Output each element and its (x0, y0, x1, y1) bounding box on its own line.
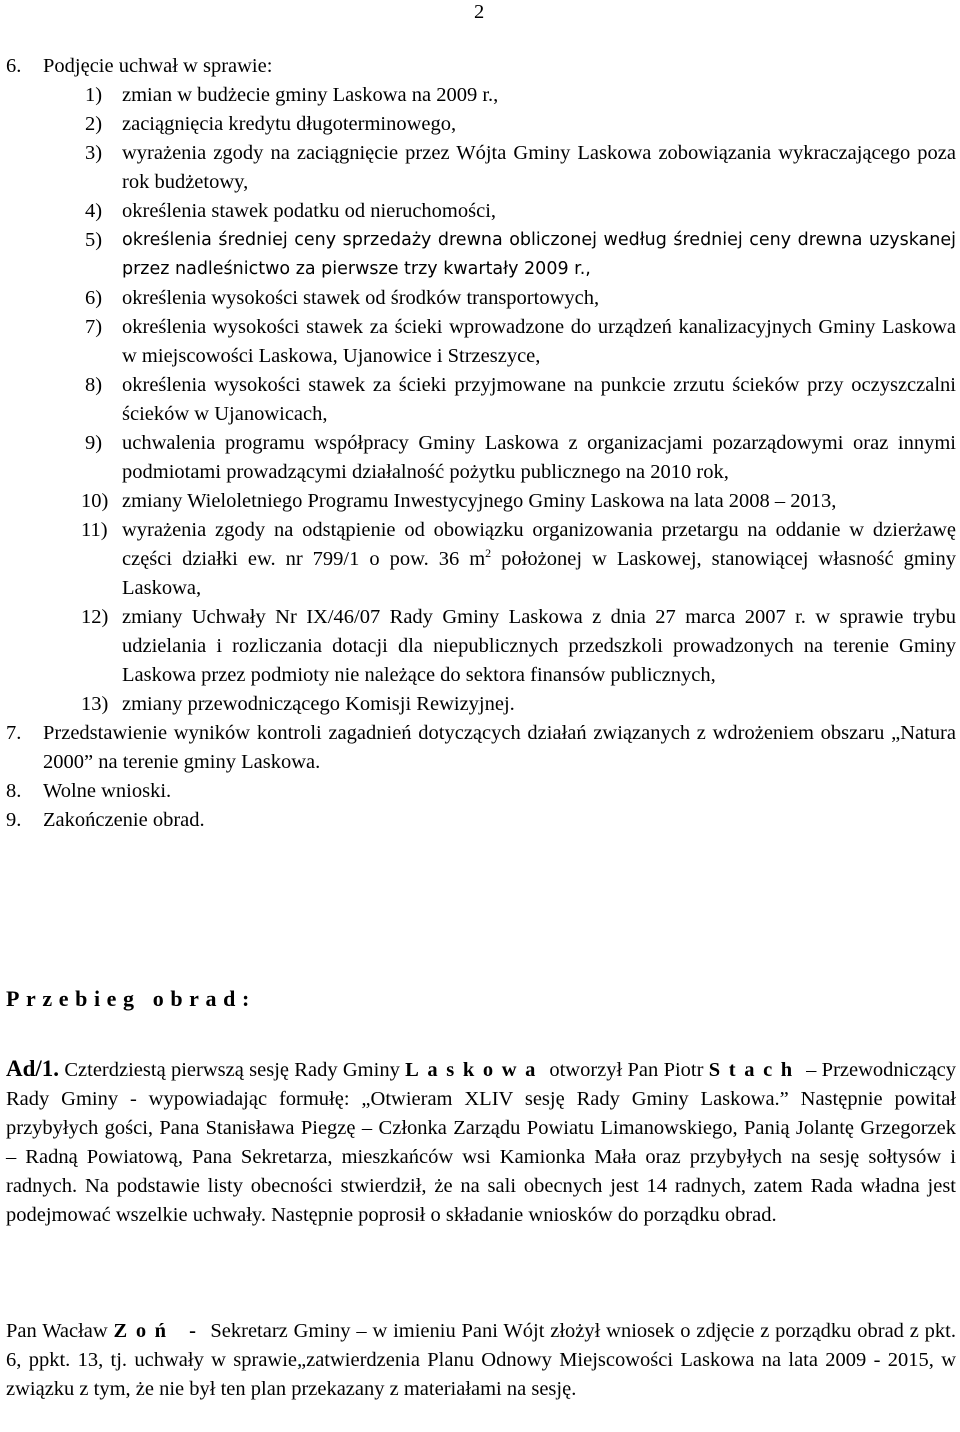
subitem-13 (81, 690, 956, 719)
section-heading: Przebieg obrad: (6, 986, 256, 1011)
subitem-text: zmiany Wieloletniego Programu Inwestycyjnego Gminy Laskowa na lata 2008 – 2013, (122, 490, 837, 512)
subitem-number: 4) (85, 200, 103, 222)
item-text: Podjęcie uchwał w sprawie: (43, 55, 273, 77)
item-number: 9. (6, 809, 22, 831)
subitem-text-a: wyrażenia zgody na odstąpienie od obowiązku organizowania przetargu na oddanie w dzierżawę części działki ew. nr 799/1 o pow. 36 m (122, 519, 956, 570)
subitem-6 (87, 284, 956, 313)
ad1-label: Ad/1. (6, 1056, 60, 1081)
subitem-8 (87, 371, 956, 429)
ad1-paragraph (6, 1054, 956, 1230)
subitem-text (122, 516, 956, 603)
subitem-number: 2) (85, 113, 103, 135)
subitem-text: określenia wysokości stawek od środków transportowych, (122, 287, 600, 309)
subitem-text: określenia stawek podatku od nieruchomości, (122, 200, 497, 222)
subitem-number: 12) (81, 606, 109, 628)
agenda-item-9 (6, 806, 956, 835)
page-number: 2 (474, 1, 485, 23)
subitem-7 (87, 313, 956, 371)
subitem-11 (81, 516, 956, 603)
item-text: Przedstawienie wyników kontroli zagadnień dotyczących działań związanych z wdrożeniem obszaru „Natura 2000” na terenie gminy Laskowa. (43, 722, 956, 773)
subitem-text: zaciągnięcia kredytu długoterminowego, (122, 113, 457, 135)
subitem-10 (81, 487, 956, 516)
ad1-text-2: otworzył Pan Piotr (544, 1059, 709, 1081)
item-text: Zakończenie obrad. (43, 809, 205, 831)
subitem-text-b: położonej w Laskowej, stanowiącej własność gminy Laskowa, (122, 548, 956, 599)
subitem-number: 5) (85, 229, 103, 251)
wniosek-paragraph (6, 1317, 956, 1404)
agenda-list (6, 52, 956, 835)
subitem-number: 10) (81, 490, 109, 512)
para2-name-zon: Zoń - (113, 1320, 205, 1342)
para2-text-1: Pan Wacław (6, 1320, 114, 1342)
ad1-text-1: Czterdziestą pierwszą sesję Rady Gminy (59, 1059, 406, 1081)
subitem-text: wyrażenia zgody na zaciągnięcie przez Wójta Gminy Laskowa zobowiązania wykraczającego poza rok budżetowy, (122, 142, 956, 193)
subitem-text: określenia wysokości stawek za ścieki przyjmowane na punkcie zrzutu ścieków przy oczyszczalni ścieków w Ujanowicach, (122, 374, 956, 425)
subitem-text: określenia wysokości stawek za ścieki wprowadzone do urządzeń kanalizacyjnych Gminy Laskowa w miejscowości Laskowa, Ujanowice i Strzeszyce, (122, 316, 956, 367)
subitem-9 (87, 429, 956, 487)
subitem-1 (87, 81, 956, 110)
subitem-3 (87, 139, 956, 197)
agenda-item-6 (6, 52, 956, 81)
agenda-item-7 (6, 719, 956, 777)
subitem-5 (87, 226, 956, 284)
subitem-number: 1) (85, 84, 103, 106)
subitem-4 (87, 197, 956, 226)
item-number: 8. (6, 780, 22, 802)
subitem-text: zmiany Uchwały Nr IX/46/07 Rady Gminy Laskowa z dnia 27 marca 2007 r. w sprawie trybu udzielania i rozliczania dotacji dla niepublicznych przedszkoli prowadzonych na terenie Gminy Laskowa przez podmioty nie należące do sektora finansów publicznych, (122, 606, 956, 686)
subitem-12 (81, 603, 956, 690)
subitem-number: 8) (85, 374, 103, 396)
ad1-name-stach: Stach (708, 1059, 801, 1081)
subitem-text: zmian w budżecie gminy Laskowa na 2009 r., (122, 84, 499, 106)
item-number: 6. (6, 55, 22, 77)
subitem-number: 6) (85, 287, 103, 309)
subitem-2 (87, 110, 956, 139)
subitem-number: 13) (81, 693, 109, 715)
agenda-item-8 (6, 777, 956, 806)
ad1-name-laskowa: Laskowa (405, 1059, 545, 1081)
ad1-text-3: – Przewodniczący Rady Gminy - wypowiadając formułę: „Otwieram XLIV sesję Rady Gminy Laskowa.” Następnie powitał przybyłych gości, Pana Stanisława Piegzę – Członka Zarządu Powiatu Limanowskiego, Panią Jolantę Grzegorzek – Radną Powiatową, Pana Sekretarza, mieszkańców wsi Kamionka Mała oraz przybyłych na sesję sołtysów i radnych. Na podstawie listy obecności stwierdził, że na sali obecnych jest 14 radnych, zatem Rada władna jest podejmować wszelkie uchwały. Następnie poprosił o składanie wniosków do porządku obrad. (6, 1059, 956, 1226)
subitem-text: uchwalenia programu współpracy Gminy Laskowa z organizacjami pozarządowymi oraz innymi podmiotami prowadzącymi działalność pożytku publicznego na 2010 rok, (122, 432, 956, 483)
subitem-number: 3) (85, 142, 103, 164)
subitem-number: 9) (85, 432, 103, 454)
item-text: Wolne wnioski. (43, 780, 172, 802)
para2-text-2: Sekretarz Gminy – w imieniu Pani Wójt złożył wniosek o zdjęcie z porządku obrad z pkt. 6, ppkt. 13, tj. uchwały w sprawie„zatwierdzenia Planu Odnowy Miejscowości Laskowa na lata 2009 - 2015, w związku z tym, że nie był ten plan przekazany z materiałami na sesję. (6, 1320, 956, 1400)
item-number: 7. (6, 722, 22, 744)
subitem-text: określenia średniej ceny sprzedaży drewna obliczonej według średniej ceny drewna uzyskanej przez nadleśnictwo za pierwsze trzy kwartały 2009 r., (122, 230, 956, 279)
subitem-text: zmiany przewodniczącego Komisji Rewizyjnej. (122, 693, 515, 715)
subitem-number: 11) (81, 519, 108, 541)
subitem-number: 7) (85, 316, 103, 338)
superscript: 2 (485, 546, 492, 560)
